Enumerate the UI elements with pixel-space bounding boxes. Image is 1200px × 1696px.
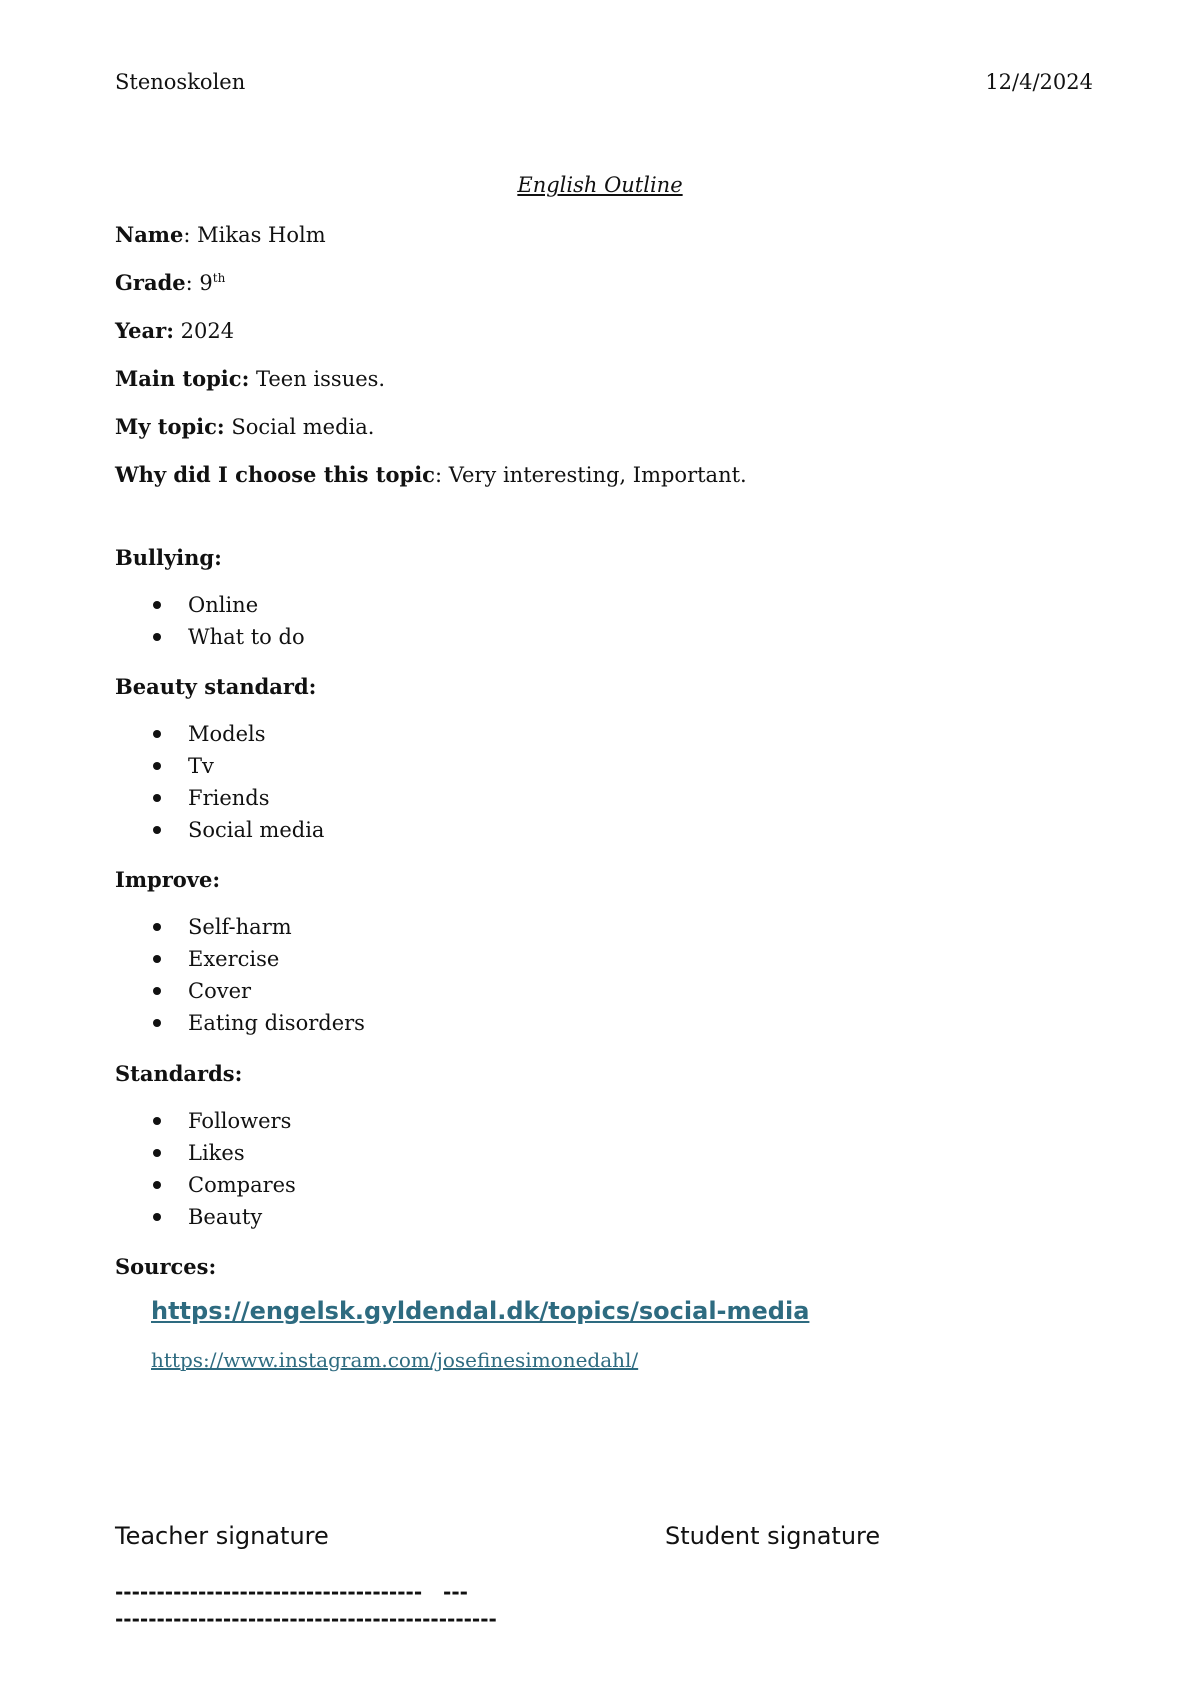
improve-heading: Improve: xyxy=(115,867,221,892)
main-topic-value: Teen issues. xyxy=(249,367,386,391)
grade-field xyxy=(115,270,225,295)
list-item: Likes xyxy=(115,1137,296,1169)
school-name: Stenoskolen xyxy=(115,70,246,94)
main-topic-field xyxy=(115,366,385,391)
list-item: Compares xyxy=(115,1169,296,1201)
why-topic-label: Why did I choose this topic xyxy=(115,462,435,487)
teacher-signature-label: Teacher signature xyxy=(115,1522,329,1550)
list-item: Exercise xyxy=(115,943,365,975)
sources-heading: Sources: xyxy=(115,1254,217,1279)
signature-line: ------------------------------------- --- xyxy=(115,1580,468,1604)
my-topic-value: Social media. xyxy=(224,415,375,439)
list-item: Online xyxy=(115,589,305,621)
name-field xyxy=(115,222,326,247)
list-item: Social media xyxy=(115,814,324,846)
beauty-standard-heading: Beauty standard: xyxy=(115,674,317,699)
list-item: Friends xyxy=(115,782,324,814)
grade-value: : 9 xyxy=(185,271,213,295)
source-link-instagram[interactable]: https://www.instagram.com/josefinesimonedahl/ xyxy=(151,1348,639,1372)
list-item: Beauty xyxy=(115,1201,296,1233)
list-item: Followers xyxy=(115,1105,296,1137)
list-item: Eating disorders xyxy=(115,1007,365,1039)
list-item: Models xyxy=(115,718,324,750)
grade-label: Grade xyxy=(115,270,186,295)
bullying-list xyxy=(115,589,305,653)
why-topic-field xyxy=(115,462,747,487)
why-topic-value: : Very interesting, Important. xyxy=(434,463,747,487)
name-label: Name xyxy=(115,222,184,247)
standards-heading: Standards: xyxy=(115,1061,243,1086)
my-topic-label: My topic: xyxy=(115,414,225,439)
main-topic-label: Main topic: xyxy=(115,366,250,391)
standards-list xyxy=(115,1105,296,1233)
beauty-standard-list xyxy=(115,718,324,846)
document-date: 12/4/2024 xyxy=(985,70,1093,94)
signature-line: ---------------------------------------------- xyxy=(115,1607,497,1631)
bullying-heading: Bullying: xyxy=(115,545,222,570)
source-link-gyldendal[interactable]: https://engelsk.gyldendal.dk/topics/social-media xyxy=(151,1297,810,1325)
student-signature-label: Student signature xyxy=(665,1522,881,1550)
list-item: Self-harm xyxy=(115,911,365,943)
my-topic-field xyxy=(115,414,374,439)
list-item: What to do xyxy=(115,621,305,653)
year-label: Year: xyxy=(115,318,174,343)
grade-suffix: th xyxy=(212,271,226,285)
list-item: Cover xyxy=(115,975,365,1007)
document-title: English Outline xyxy=(517,173,683,197)
name-value: : Mikas Holm xyxy=(183,223,326,247)
year-field xyxy=(115,318,234,343)
improve-list xyxy=(115,911,365,1039)
list-item: Tv xyxy=(115,750,324,782)
year-value: 2024 xyxy=(173,319,235,343)
